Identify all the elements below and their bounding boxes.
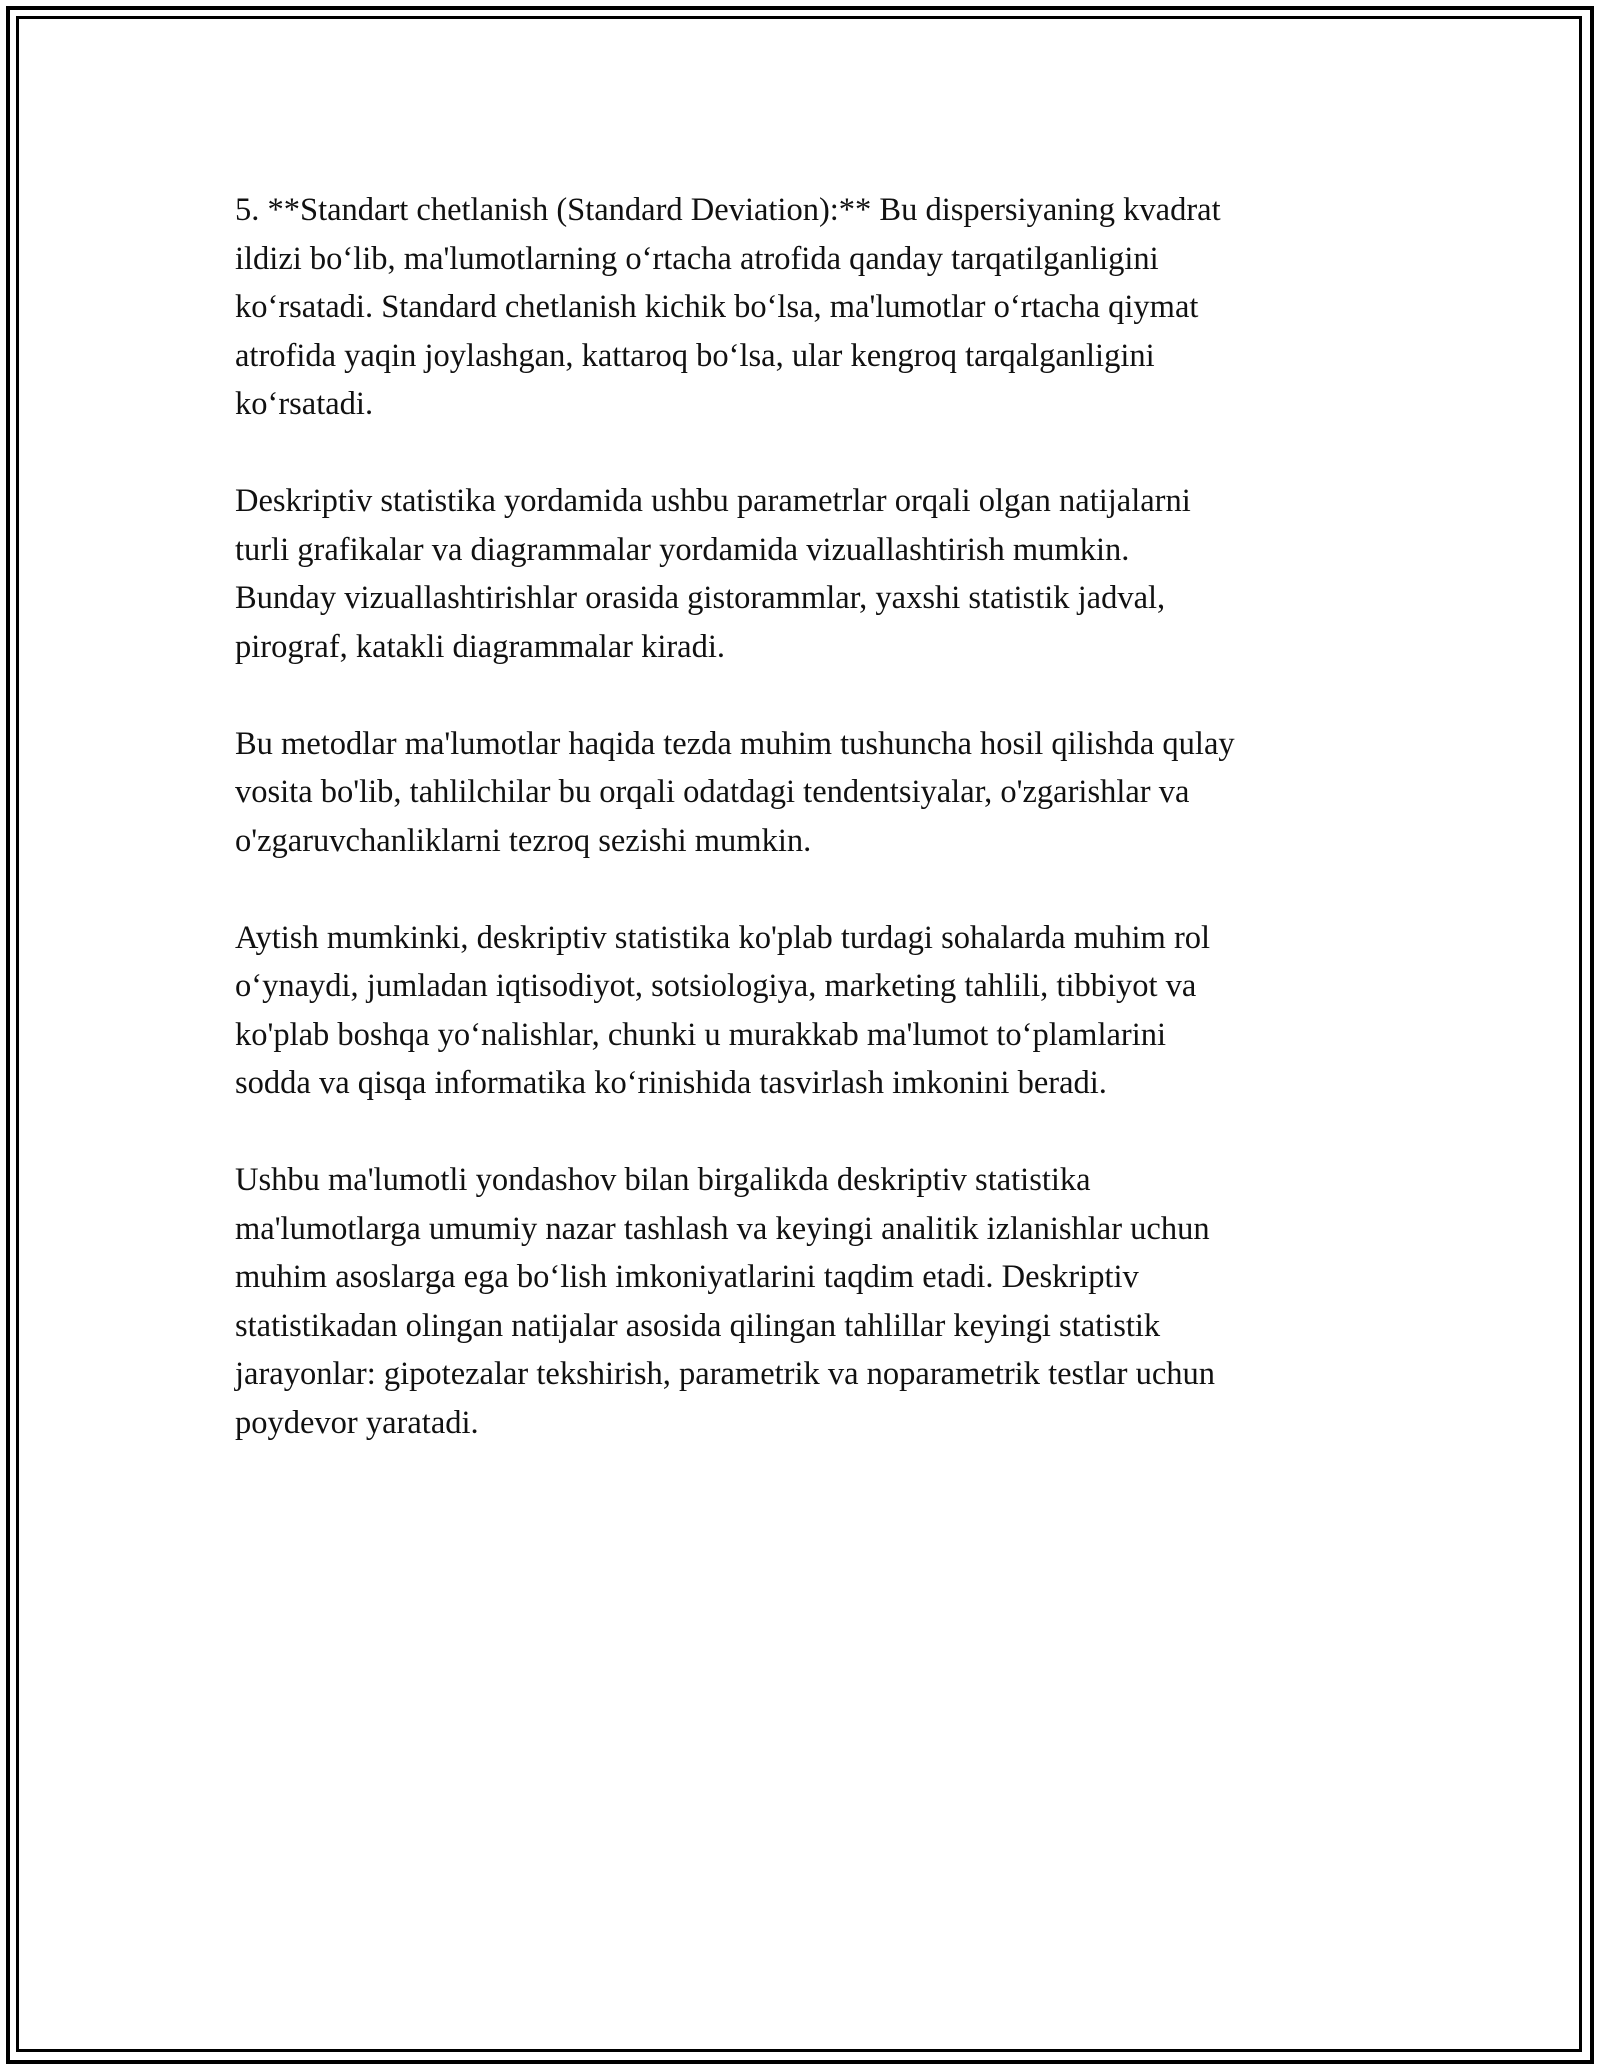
paragraph-applications — [235, 914, 1395, 1108]
text-line: Bu metodlar ma'lumotlar haqida tezda muhim tushuncha hosil qilishda qulay — [235, 725, 1235, 762]
paragraph-standard-deviation — [235, 186, 1395, 429]
text-line: pirograf, katakli diagrammalar kiradi. — [235, 628, 726, 665]
text-line: vosita bo'lib, tahlilchilar bu orqali odatdagi tendentsiyalar, o'zgarishlar va — [235, 774, 1190, 810]
text-line: o'zgaruvchanliklarni tezroq sezishi mumkin. — [235, 822, 812, 859]
text-line: statistikadan olingan natijalar asosida qilingan tahlillar keyingi statistik — [235, 1307, 1161, 1344]
text-line: Deskriptiv statistika yordamida ushbu parametrlar orqali olgan natijalarni — [235, 483, 1191, 519]
text-line: ko'plab boshqa yo‘nalishlar, chunki u murakkab ma'lumot to‘plamlarini — [235, 1016, 1167, 1053]
paragraph-visualization — [235, 477, 1395, 671]
text-line: atrofida yaqin joylashgan, kattaroq bo‘lsa, ular kengroq tarqalganligini — [235, 337, 1155, 374]
text-line: poydevor yaratadi. — [235, 1404, 479, 1441]
text-line: o‘ynaydi, jumladan iqtisodiyot, sotsiologiya, marketing tahlili, tibbiyot va — [235, 968, 1197, 1004]
text-line: 5. **Standart chetlanish (Standard Deviation):** Bu dispersiyaning kvadrat — [235, 192, 1221, 228]
text-line: jarayonlar: gipotezalar tekshirish, parametrik va noparametrik testlar uchun — [235, 1356, 1216, 1392]
text-line: ko‘rsatadi. Standard chetlanish kichik bo‘lsa, ma'lumotlar o‘rtacha qiymat — [235, 289, 1199, 325]
document-body — [235, 186, 1395, 1496]
text-line: muhim asoslarga ega bo‘lish imkoniyatlarini taqdim etadi. Deskriptiv — [235, 1259, 1139, 1295]
text-line: turli grafikalar va diagrammalar yordamida vizuallashtirish mumkin. — [235, 531, 1130, 568]
text-line: Ushbu ma'lumotli yondashov bilan birgalikda deskriptiv statistika — [235, 1162, 1091, 1198]
text-line: Bunday vizuallashtirishlar orasida gistorammlar, yaxshi statistik jadval, — [235, 580, 1166, 616]
text-line: ildizi bo‘lib, ma'lumotlarning o‘rtacha atrofida qanday tarqatilganligini — [235, 240, 1159, 277]
text-line: sodda va qisqa informatika ko‘rinishida tasvirlash imkonini beradi. — [235, 1065, 1107, 1101]
paragraph-methods — [235, 720, 1395, 866]
text-line: ma'lumotlarga umumiy nazar tashlash va keyingi analitik izlanishlar uchun — [235, 1210, 1210, 1247]
text-line: ko‘rsatadi. — [235, 386, 374, 422]
text-line: Aytish mumkinki, deskriptiv statistika ko'plab turdagi sohalarda muhim rol — [235, 919, 1211, 956]
paragraph-conclusion — [235, 1156, 1395, 1447]
